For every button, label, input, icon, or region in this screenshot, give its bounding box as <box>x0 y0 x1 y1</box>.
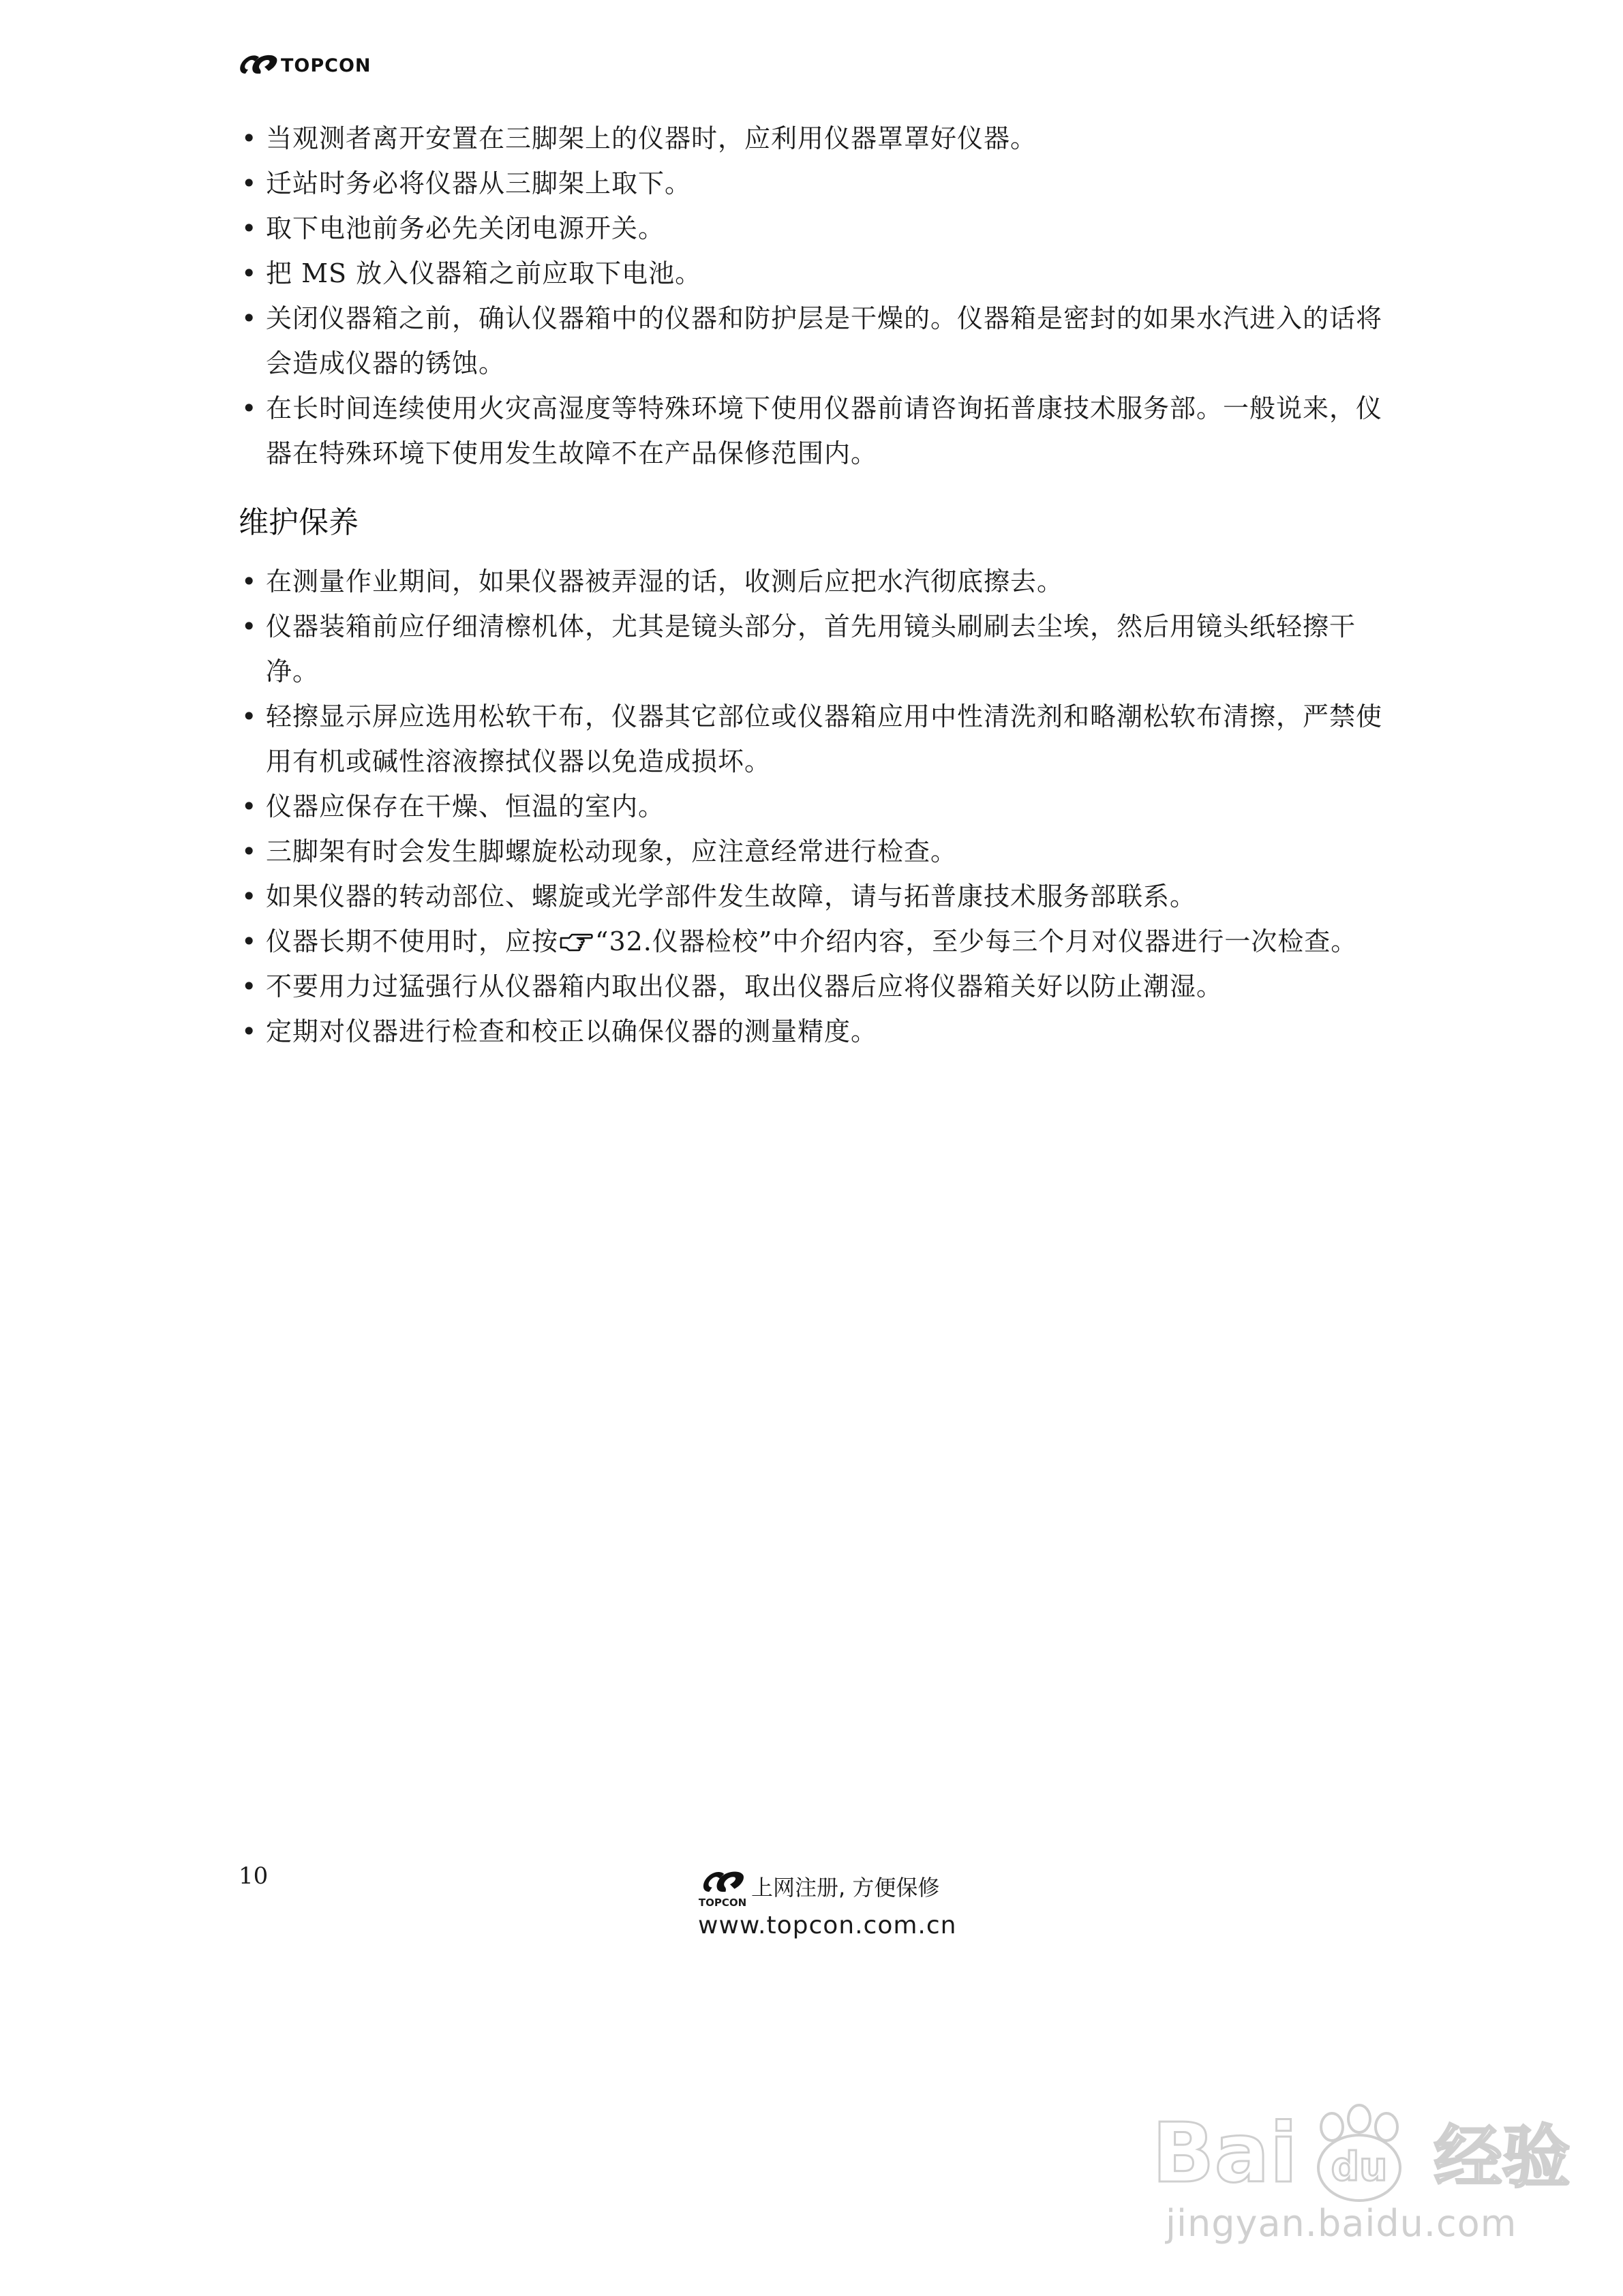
list-item-text: 仪器应保存在干燥、恒温的室内。 <box>266 791 665 821</box>
watermark-brand-du: du <box>1331 2143 1387 2190</box>
maintenance-section <box>239 559 1397 1054</box>
bullet: • <box>241 393 258 423</box>
list-item <box>239 604 1397 694</box>
watermark-brand-latin: Bai <box>1152 2106 1298 2201</box>
topcon-logo-icon <box>236 50 279 80</box>
list-item <box>239 919 1397 964</box>
bullet: • <box>241 926 258 956</box>
footer-slogan: 上网注册, 方便保修 <box>751 1875 940 1901</box>
list-item <box>239 694 1397 784</box>
list-item <box>239 251 1397 296</box>
list-item <box>239 116 1397 161</box>
watermark-brand-cn: 经验 <box>1434 2117 1571 2197</box>
baidu-watermark <box>1152 2100 1571 2245</box>
list-item-text: 在测量作业期间，如果仪器被弄湿的话，收测后应把水汽彻底擦去。 <box>266 567 1064 596</box>
footer-url: www.topcon.com.cn <box>698 1912 957 1939</box>
list-item-text: 仪器装箱前应仔细清檫机体，尤其是镜头部分，首先用镜头刷刷去尘埃，然后用镜头纸轻擦干净。 <box>266 611 1356 686</box>
list-item <box>239 964 1397 1009</box>
list-item <box>239 874 1397 919</box>
list-item <box>239 296 1397 386</box>
list-item <box>239 559 1397 604</box>
list-item <box>239 1009 1397 1054</box>
list-item <box>239 161 1397 206</box>
page-number: 10 <box>239 1862 269 1890</box>
list-item <box>239 386 1397 476</box>
list-item-text: 定期对仪器进行检查和校正以确保仪器的测量精度。 <box>266 1016 878 1046</box>
bullet: • <box>241 213 258 243</box>
bullet: • <box>241 881 258 911</box>
list-item-text: 把 MS 放入仪器箱之前应取下电池。 <box>266 258 702 288</box>
footer-logo-block <box>698 1867 956 1939</box>
precautions-list <box>239 116 1397 476</box>
bullet: • <box>241 567 258 596</box>
list-item-text: 如果仪器的转动部位、螺旋或光学部件发生故障，请与拓普康技术服务部联系。 <box>266 881 1197 911</box>
topcon-footer-logo-icon <box>698 1867 747 1899</box>
bullet: • <box>241 971 258 1001</box>
precautions-section <box>239 116 1397 476</box>
list-item-text: 迁站时务必将仪器从三脚架上取下。 <box>266 168 692 198</box>
list-item-text-before: 仪器长期不使用时，应按 <box>266 926 559 956</box>
pointing-hand-icon <box>560 931 594 953</box>
maintenance-list <box>239 559 1397 1054</box>
bullet: • <box>241 791 258 821</box>
list-item-text: 在长时间连续使用火灾高湿度等特殊环境下使用仪器前请咨询拓普康技术服务部。一般说来，仪器在特殊环境下使用发生故障不在产品保修范围内。 <box>266 393 1383 468</box>
bullet: • <box>241 836 258 866</box>
maintenance-heading: 维护保养 <box>239 505 359 540</box>
bullet: • <box>241 1016 258 1046</box>
bullet: • <box>241 168 258 198</box>
bullet: • <box>241 303 258 333</box>
list-item-text-after: “32.仪器检校”中介绍内容，至少每三个月对仪器进行一次检查。 <box>595 926 1358 956</box>
list-item-text: 当观测者离开安置在三脚架上的仪器时，应利用仪器罩罩好仪器。 <box>266 123 1037 153</box>
list-item <box>239 206 1397 251</box>
header-brand-text: TOPCON <box>281 55 371 76</box>
list-item-text: 关闭仪器箱之前，确认仪器箱中的仪器和防护层是干燥的。仪器箱是密封的如果水汽进入的话将会造成仪器的锈蚀。 <box>266 303 1383 378</box>
bullet: • <box>241 123 258 153</box>
list-item <box>239 829 1397 874</box>
topcon-header-logo <box>236 50 371 80</box>
bullet: • <box>241 701 258 731</box>
list-item-text: 不要用力过猛强行从仪器箱内取出仪器，取出仪器后应将仪器箱关好以防止潮湿。 <box>266 971 1224 1001</box>
list-item-text: 取下电池前务必先关闭电源开关。 <box>266 213 665 243</box>
list-item-text: 三脚架有时会发生脚螺旋松动现象，应注意经常进行检查。 <box>266 836 958 866</box>
baidu-paw-icon <box>1291 2100 1427 2209</box>
watermark-url: jingyan.baidu.com <box>1166 2202 1517 2245</box>
bullet: • <box>241 611 258 641</box>
footer-brand-text: TOPCON <box>698 1897 747 1909</box>
bullet: • <box>241 258 258 288</box>
list-item <box>239 784 1397 829</box>
list-item-text: 轻擦显示屏应选用松软干布，仪器其它部位或仪器箱应用中性清洗剂和略潮松软布清擦，严禁使用有机或碱性溶液擦拭仪器以免造成损坏。 <box>266 701 1383 776</box>
